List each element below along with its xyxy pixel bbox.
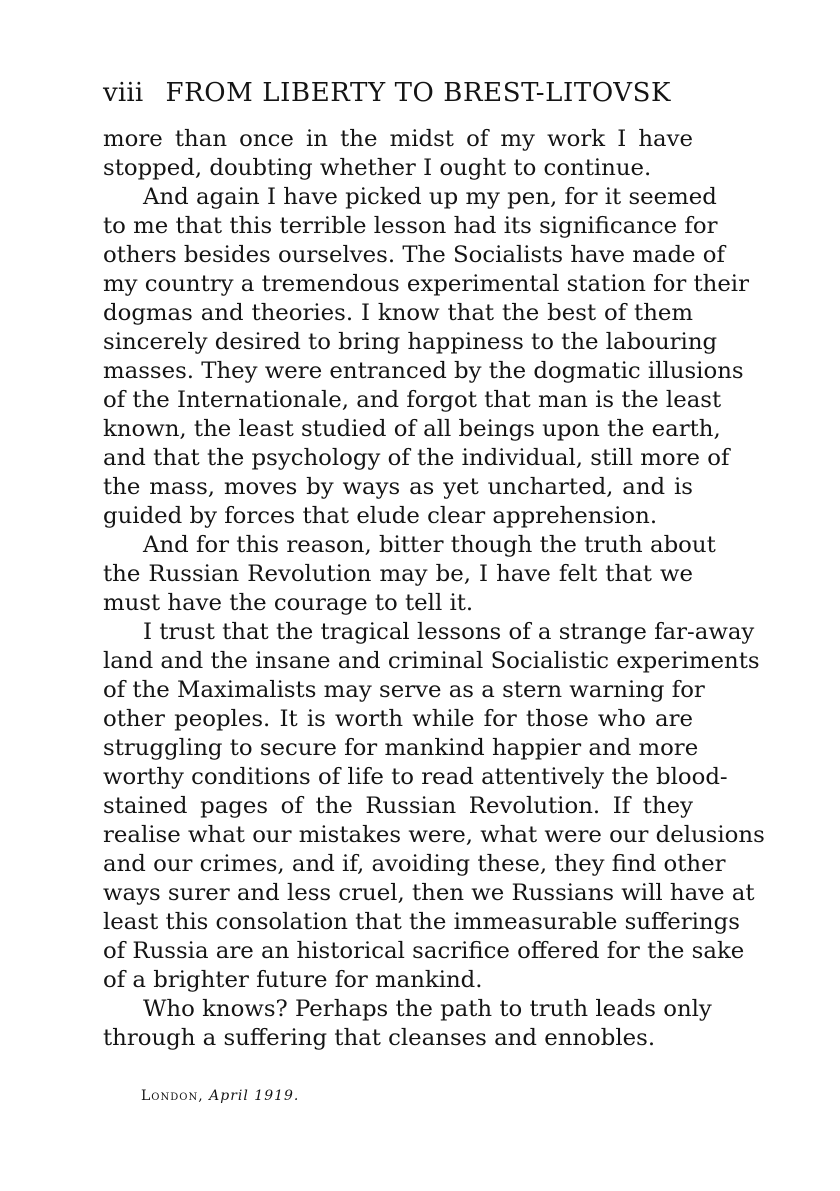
text-line: And for this reason, bitter though the truth about: [143, 532, 716, 558]
text-line: guided by forces that elude clear apprehension.: [103, 503, 658, 529]
body-text: [103, 125, 765, 1053]
text-line: worthy conditions of life to read attentively the blood-: [103, 764, 728, 790]
text-line: sincerely desired to bring happiness to the labouring: [103, 329, 718, 355]
text-line: least this consolation that the immeasurable sufferings: [103, 909, 740, 935]
signature-line: [141, 1086, 299, 1106]
text-line: the Russian Revolution may be, I have felt that we: [103, 561, 693, 587]
text-line: of the Maximalists may serve as a stern warning for: [103, 677, 705, 703]
text-line: stained pages of the Russian Revolution. If they: [103, 793, 693, 819]
text-line: through a suffering that cleanses and ennobles.: [103, 1025, 656, 1051]
signature-place: London,: [141, 1088, 204, 1104]
text-line: stopped, doubting whether I ought to continue.: [103, 155, 652, 181]
text-line: I trust that the tragical lessons of a strange far-away: [143, 619, 755, 645]
text-line: known, the least studied of all beings upon the earth,: [103, 416, 721, 442]
text-line: and that the psychology of the individual, still more of: [103, 445, 730, 471]
text-line: masses. They were entranced by the dogmatic illusions: [103, 358, 744, 384]
text-line: more than once in the midst of my work I have: [103, 126, 693, 152]
text-line: the mass, moves by ways as yet uncharted, and is: [103, 474, 693, 500]
text-line: to me that this terrible lesson had its significance for: [103, 213, 718, 239]
signature-date: April 1919.: [209, 1088, 300, 1104]
running-title: FROM LIBERTY TO BREST-LITOVSK: [165, 78, 672, 108]
text-line: of a brighter future for mankind.: [103, 967, 483, 993]
text-line: of the Internationale, and forgot that man is the least: [103, 387, 722, 413]
text-line: Who knows? Perhaps the path to truth leads only: [143, 996, 712, 1022]
text-line: land and the insane and criminal Socialistic experiments: [103, 648, 760, 674]
text-line: other peoples. It is worth while for those who are: [103, 706, 693, 732]
text-line: dogmas and theories. I know that the best of them: [103, 300, 693, 326]
text-line: must have the courage to tell it.: [103, 590, 474, 616]
text-line: And again I have picked up my pen, for it seemed: [143, 184, 717, 210]
text-line: and our crimes, and if, avoiding these, they find other: [103, 851, 726, 877]
text-line: my country a tremendous experimental station for their: [103, 271, 749, 297]
page-number: viii: [103, 78, 144, 108]
text-line: of Russia are an historical sacrifice offered for the sake: [103, 938, 745, 964]
text-line: realise what our mistakes were, what were our delusions: [103, 822, 765, 848]
text-line: others besides ourselves. The Socialists have made of: [103, 242, 725, 268]
text-line: struggling to secure for mankind happier and more: [103, 735, 699, 761]
text-line: ways surer and less cruel, then we Russians will have at: [103, 880, 755, 906]
running-head: [103, 77, 671, 109]
